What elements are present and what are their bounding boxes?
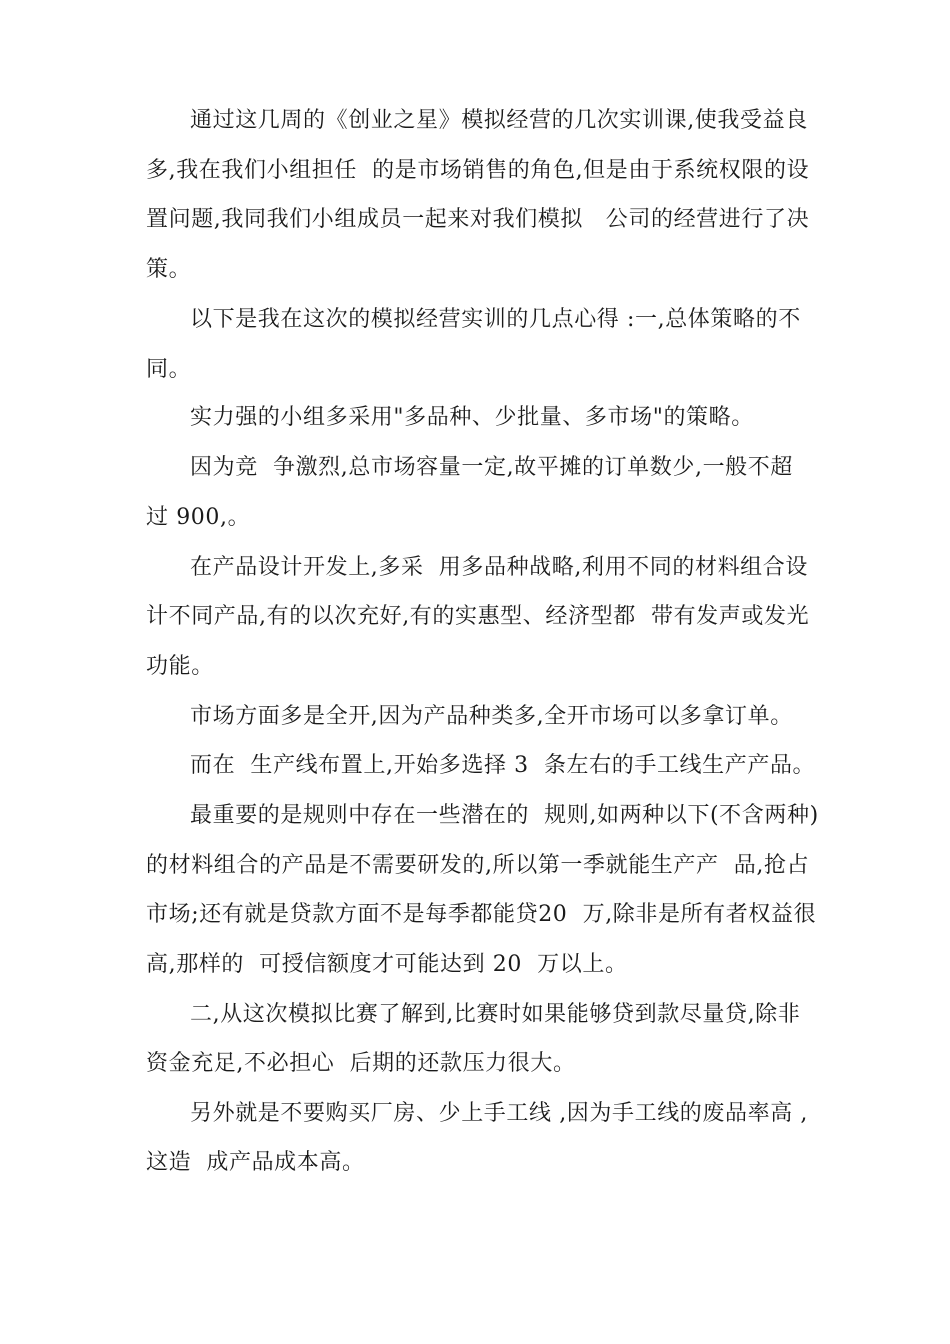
text-line: 另外就是不要购买厂房、少上手工线 ,因为手工线的废品率高 , xyxy=(190,1101,808,1126)
text-line: 以下是我在这次的模拟经营实训的几点心得 :一,总体策略的不 xyxy=(190,307,801,332)
text-line: 功能。 xyxy=(146,654,214,679)
text-line: 通过这几周的《创业之星》模拟经营的几次实训课,使我受益良 xyxy=(190,108,808,133)
text-line: 实力强的小组多采用"多品种、少批量、多市场"的策略。 xyxy=(190,405,754,430)
text-line: 在产品设计开发上,多采 用多品种战略,利用不同的材料组合设 xyxy=(190,555,808,580)
text-line: 而在 生产线布置上,开始多选择 3 条左右的手工线生产产品。 xyxy=(190,753,816,778)
text-line: 同。 xyxy=(146,357,192,382)
text-line: 多,我在我们小组担任 的是市场销售的角色,但是由于系统权限的设 xyxy=(146,158,810,183)
text-line: 策。 xyxy=(146,257,192,282)
text-line: 置问题,我同我们小组成员一起来对我们模拟 公司的经营进行了决 xyxy=(146,207,810,232)
text-line: 资金充足,不必担心 后期的还款压力很大。 xyxy=(146,1051,576,1076)
text-line: 二,从这次模拟比赛了解到,比赛时如果能够贷到款尽量贷,除非 xyxy=(190,1002,801,1027)
text-line: 这造 成产品成本高。 xyxy=(146,1150,365,1175)
text-line: 因为竞 争激烈,总市场容量一定,故平摊的订单数少,一般不超 xyxy=(190,455,793,480)
text-line: 的材料组合的产品是不需要研发的,所以第一季就能生产产 品,抢占 xyxy=(146,853,810,878)
text-line: 最重要的是规则中存在一些潜在的 规则,如两种以下(不含两种) xyxy=(190,803,819,828)
text-line: 计不同产品,有的以次充好,有的实惠型、经济型都 带有发声或发光 xyxy=(146,604,810,629)
text-line: 市场;还有就是贷款方面不是每季都能贷20 万,除非是所有者权益很 xyxy=(146,902,817,927)
text-line: 过 900,。 xyxy=(146,505,251,530)
text-line: 高,那样的 可授信额度才可能达到 20 万以上。 xyxy=(146,952,628,977)
text-line: 市场方面多是全开,因为产品种类多,全开市场可以多拿订单。 xyxy=(190,704,793,729)
